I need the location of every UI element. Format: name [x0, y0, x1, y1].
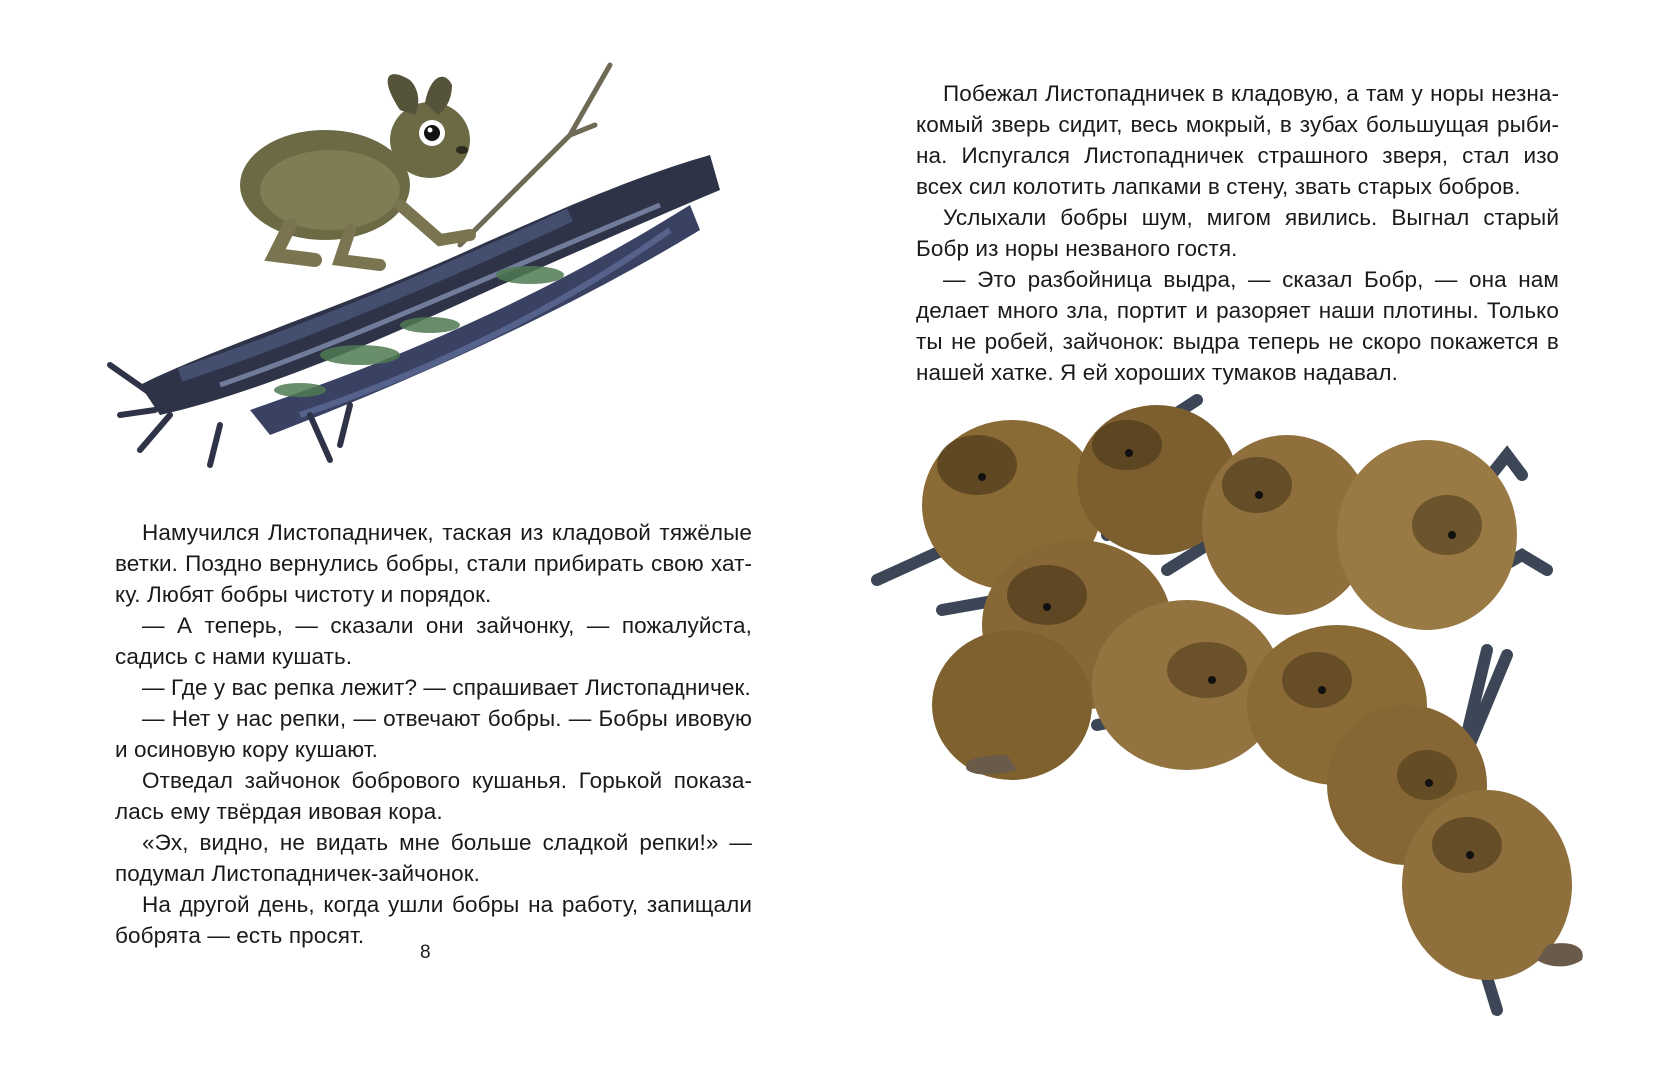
right-text-block: [916, 78, 1559, 388]
beaver: [932, 630, 1092, 780]
paragraph: На другой день, когда ушли бобры на работу, запищали бобрята — есть просят.: [115, 892, 752, 948]
paragraph: «Эх, видно, не видать мне больше сладкой репки!» — подумал Листопадничек-зайчонок.: [115, 830, 752, 886]
left-page: [0, 0, 827, 1080]
beaver: [1337, 440, 1517, 630]
hare: [240, 74, 470, 265]
paragraph: — Это разбойница выдра, — сказал Бобр, — она нам делает много зла, портит и разоряет наши плотины. Только ты не робей, зайчонок: выдра теперь не скоро покажется в нашей хатке. Я ей хороших тумаков надавал.: [916, 267, 1559, 385]
paragraph: Намучился Листопадничек, таская из кладовой тяжёлые ветки. Поздно вернулись бобры, стали прибирать свою хатку. Любят бобры чистоту и порядок.: [115, 520, 752, 607]
page-number: 8: [420, 942, 431, 963]
paragraph: Услыхали бобры шум, мигом явились. Выгнал старый Бобр из норы незваного гостя.: [916, 205, 1559, 261]
paragraph: Отведал зайчонок бобрового кушанья. Горькой показалась ему твёрдая ивовая кора.: [115, 768, 752, 824]
hare-on-log-illustration: [100, 55, 750, 485]
beavers-illustration: [867, 385, 1627, 1030]
paragraph: — Нет у нас репки, — отвечают бобры. — Бобры ивовую и осиновую кору кушают.: [115, 706, 752, 762]
right-page: [827, 0, 1655, 1080]
beaver-group: [922, 405, 1583, 980]
paragraph: Побежал Листопадничек в кладовую, а там у норы незнакомый зверь сидит, весь мокрый, в зубах большущая рыбина. Испугался Листопадничек страшного зверя, стал изо всех сил колотить лапками в стену, звать старых бобров.: [916, 81, 1559, 199]
paragraph: — Где у вас репка лежит? — спрашивает Листопадничек.: [142, 675, 751, 700]
left-text-block: [115, 517, 752, 951]
paragraph: — А теперь, — сказали они зайчонку, — пожалуйста, садись с нами кушать.: [115, 613, 752, 669]
